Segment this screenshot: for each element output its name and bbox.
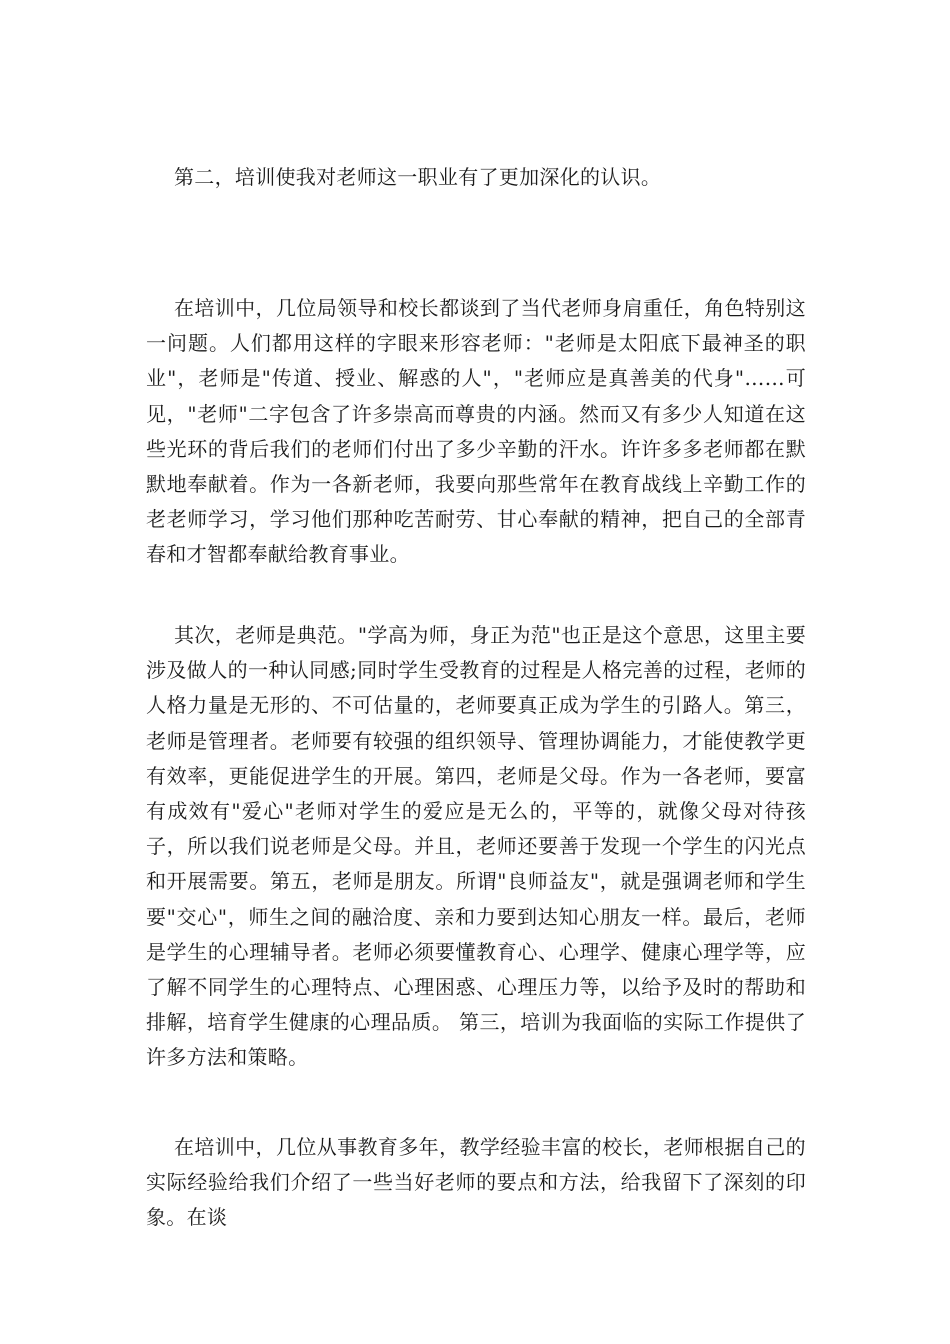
- paragraph-teacher-responsibility: 在培训中，几位局领导和校长都谈到了当代老师身肩重任，角色特别这一问题。人们都用这样的字眼来形容老师："老师是太阳底下最神圣的职业"，老师是"传道、授业、解惑的人"，"老师应是真善美的代身"……可见，"老师"二字包含了许多崇高而尊贵的内涵。然而又有多少人知道在这些光环的背后我们的老师们付出了多少辛勤的汗水。许许多多老师都在默默地奉献着。作为一各新老师，我要向那些常年在教育战线上辛勤工作的老老师学习，学习他们那种吃苦耐劳、甘心奉献的精神，把自己的全部青春和才智都奉献给教育事业。: [146, 296, 806, 567]
- paragraph-teacher-profession-understanding: 第二，培训使我对老师这一职业有了更加深化的认识。: [174, 165, 662, 189]
- paragraph-teacher-roles: 其次，老师是典范。"学高为师，身正为范"也正是这个意思，这里主要涉及做人的一种认同感;同时学生受教育的过程是人格完善的过程，老师的人格力量是无形的、不可估量的，老师要真正成为学生的引路人。第三，老师是管理者。老师要有较强的组织领导、管理协调能力，才能使教学更有效率，更能促进学生的开展。第四，老师是父母。作为一各老师，要富有成效有"爱心"老师对学生的爱应是无么的，平等的，就像父母对待孩子，所以我们说老师是父母。并且，老师还要善于发现一个学生的闪光点和开展需要。第五，老师是朋友。所谓"良师益友"，就是强调老师和学生要"交心"，师生之间的融洽度、亲和力要到达知心朋友一样。最后，老师是学生的心理辅导者。老师必须要懂教育心、心理学、健康心理学等，应了解不同学生的心理特点、心理困惑、心理压力等，以给予及时的帮助和排解，培育学生健康的心理品质。 第三，培训为我面临的实际工作提供了许多方法和策略。: [146, 623, 806, 1070]
- paragraph-principals-experience: 在培训中，几位从事教育多年，教学经验丰富的校长，老师根据自己的实际经验给我们介绍了一些当好老师的要点和方法，给我留下了深刻的印象。在谈: [146, 1135, 806, 1230]
